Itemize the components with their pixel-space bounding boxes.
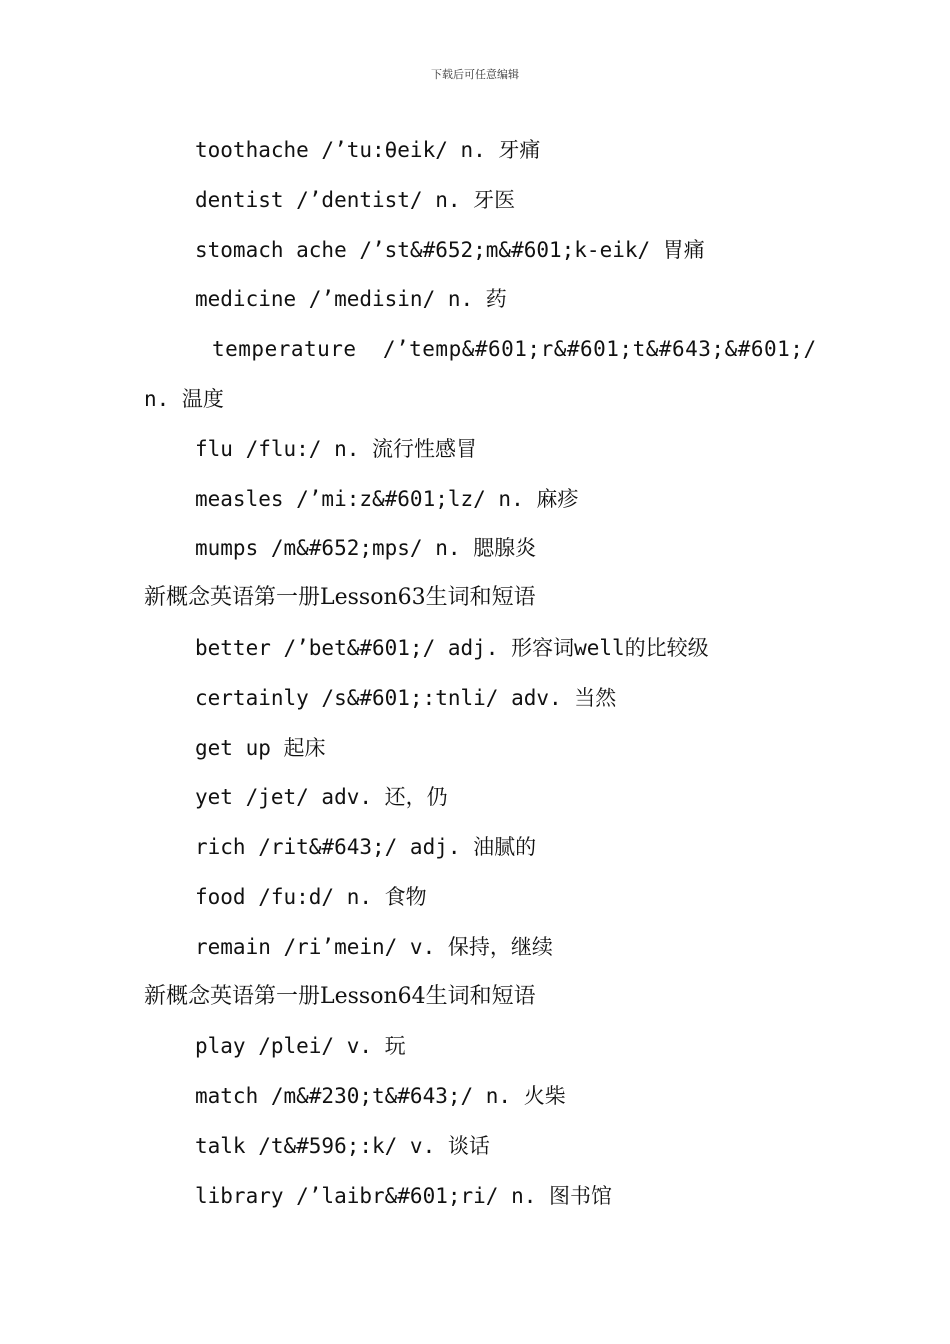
- vocab-line-temperature-meaning: n. 温度: [144, 386, 224, 411]
- vocab-line-match: match /m&#230;t&#643;/ n. 火柴: [195, 1084, 566, 1109]
- vocab-line-certainly: certainly /s&#601;:tnli/ adv. 当然: [195, 685, 617, 710]
- section-heading-lesson64: 新概念英语第一册Lesson64生词和短语: [144, 983, 536, 1009]
- vocabulary-list: [144, 130, 824, 1226]
- vocab-line-better: better /’bet&#601;/ adj. 形容词well的比较级: [195, 635, 709, 660]
- vocab-line-rich: rich /rit&#643;/ adj. 油腻的: [195, 835, 537, 860]
- vocab-line-food: food /fu:d/ n. 食物: [195, 884, 427, 909]
- vocab-line-flu: flu /flu:/ n. 流行性感冒: [195, 436, 478, 461]
- vocab-line-mumps: mumps /m&#652;mps/ n. 腮腺炎: [195, 536, 537, 561]
- vocab-line-stomach-ache: stomach ache /’st&#652;m&#601;k-eik/ 胃痛: [195, 237, 705, 262]
- vocab-line-yet: yet /jet/ adv. 还，仍: [195, 785, 448, 810]
- vocab-line-temperature: temperature /’temp&#601;r&#601;t&#643;&#601;/: [212, 337, 817, 362]
- vocab-line-medicine: medicine /’medisin/ n. 药: [195, 287, 507, 312]
- section-heading-lesson63: 新概念英语第一册Lesson63生词和短语: [144, 585, 536, 611]
- vocab-line-dentist: dentist /’dentist/ n. 牙医: [195, 187, 516, 212]
- vocab-line-library: library /’laibr&#601;ri/ n. 图书馆: [195, 1183, 613, 1208]
- vocab-line-remain: remain /ri’mein/ v. 保持，继续: [195, 934, 553, 959]
- vocab-line-measles: measles /’mi:z&#601;lz/ n. 麻疹: [195, 486, 579, 511]
- vocab-line-talk: talk /t&#596;:k/ v. 谈话: [195, 1133, 490, 1158]
- vocab-line-get-up: get up 起床: [195, 735, 326, 760]
- vocab-line-play: play /plei/ v. 玩: [195, 1034, 406, 1059]
- page-header: 下载后可任意编辑: [431, 68, 519, 81]
- vocab-line-toothache: toothache /’tu:θeik/ n. 牙痛: [195, 138, 541, 162]
